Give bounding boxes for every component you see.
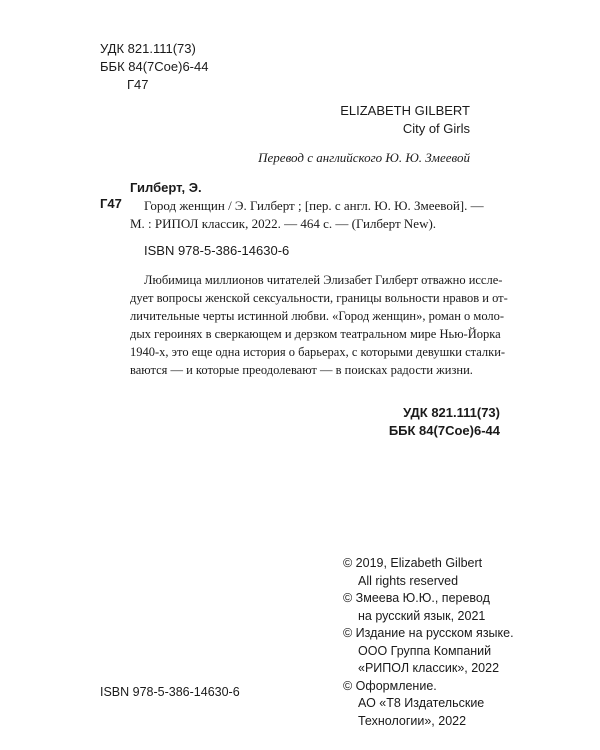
bibliographic-record <box>130 179 484 233</box>
record-isbn: ISBN 978-5-386-14630-6 <box>144 243 290 258</box>
record-line-1: Город женщин / Э. Гилберт ; [пер. с англ. Ю. Ю. Змеевой]. — <box>144 198 484 213</box>
copyright-line: АО «Т8 Издательские <box>358 696 485 710</box>
original-author: ELIZABETH GILBERT <box>340 103 470 118</box>
annotation <box>130 271 508 379</box>
original-title-block <box>340 102 470 138</box>
copyright-line: Технологии», 2022 <box>358 713 467 728</box>
copyright-line: © Издание на русском языке. <box>343 626 514 640</box>
record-mark: Г47 <box>100 196 122 211</box>
author-heading: Гилберт, Э. <box>130 180 202 195</box>
copyright-line: © 2019, Elizabeth Gilbert <box>343 556 483 570</box>
author-mark: Г47 <box>127 77 149 92</box>
footer-isbn: ISBN 978-5-386-14630-6 <box>100 685 240 699</box>
copyright-line: «РИПОЛ классик», 2022 <box>358 661 500 675</box>
annotation-line: личительные черты истинной любви. «Город женщин», роман о моло- <box>130 309 505 323</box>
record-line-2: М. : РИПОЛ классик, 2022. — 464 с. — (Гилберт New). <box>130 216 437 231</box>
annotation-line: Любимица миллионов читателей Элизабет Гилберт отважно иссле- <box>144 273 503 287</box>
footer-bbk: ББК 84(7Сое)6-44 <box>388 423 500 438</box>
original-title: City of Girls <box>402 121 470 136</box>
annotation-line: 1940-х, это еще одна история о барьерах, с которыми девушки сталки- <box>130 345 506 359</box>
copyright-line: ООО Группа Компаний <box>358 643 492 658</box>
classification-footer <box>389 404 500 440</box>
udk-code: УДК 821.111(73) <box>100 41 196 56</box>
annotation-line: ваются — и которые преодолевают — в поисках радости жизни. <box>130 363 473 377</box>
copyright-line: © Змеева Ю.Ю., перевод <box>343 591 490 605</box>
footer-udk: УДК 821.111(73) <box>403 405 500 420</box>
copyright-line: на русский язык, 2021 <box>358 608 486 623</box>
copyright-block <box>343 555 514 730</box>
classification-header <box>100 40 208 94</box>
annotation-line: дых героинях в сверкающем и дерзком театральном мире Нью-Йорка <box>130 327 501 341</box>
copyright-line: All rights reserved <box>358 573 459 588</box>
translator-note: Перевод с английского Ю. Ю. Змеевой <box>258 150 470 165</box>
annotation-line: дует вопросы женской сексуальности, границы вольности нравов и от- <box>130 291 508 305</box>
copyright-line: © Оформление. <box>343 678 437 693</box>
bbk-code: ББК 84(7Сое)6-44 <box>100 59 209 74</box>
